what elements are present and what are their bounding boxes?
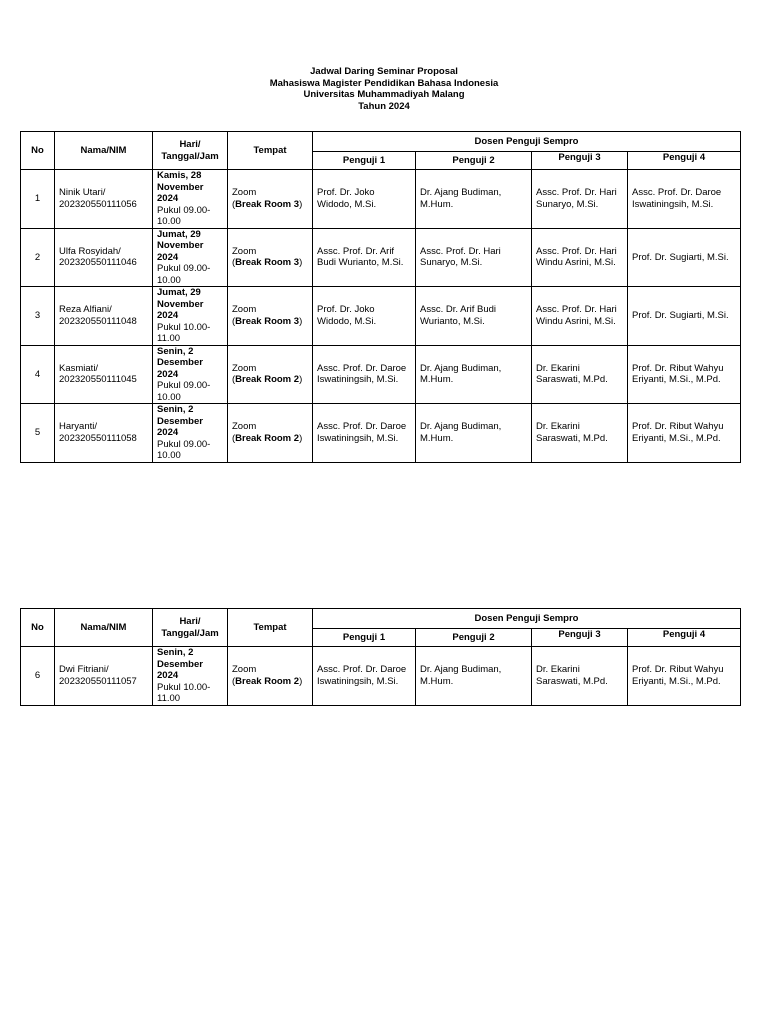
col-header-penguji-2: Penguji 2: [416, 152, 532, 170]
room-close: ): [299, 374, 303, 386]
cell-nama: [55, 404, 153, 463]
schedule-table-1: [20, 131, 741, 463]
date-text: Senin, 2 Desember 2024: [157, 647, 203, 681]
cell-hari: [153, 287, 228, 346]
cell-penguji-3: Dr. Ekarini Saraswati, M.Pd.: [532, 404, 628, 463]
col-header-hari: [153, 609, 228, 647]
cell-tempat: [228, 345, 313, 404]
col-header-penguji-1: Penguji 1: [313, 629, 416, 647]
cell-penguji-4: Prof. Dr. Ribut Wahyu Eriyanti, M.Si., M.Pd.: [628, 647, 741, 706]
place-name: Zoom: [232, 362, 257, 374]
cell-penguji-1: Prof. Dr. Joko Widodo, M.Si.: [313, 287, 416, 346]
room-open: (: [232, 315, 236, 327]
student-name: Reza Alfiani/: [59, 304, 112, 316]
time-text: Pukul 10.00-11.00: [157, 321, 211, 344]
schedule-table-2: [20, 608, 741, 706]
date-text: Jumat, 29 November 2024: [157, 228, 204, 263]
room-name: Break Room 3: [235, 257, 300, 269]
col-header-penguji-3: Penguji 3: [532, 629, 628, 647]
col-header-penguji-1: Penguji 1: [313, 152, 416, 170]
col-header-hari-line2: Tanggal/Jam: [161, 150, 219, 162]
student-name: Ninik Utari/: [59, 187, 106, 199]
room-close: ): [299, 257, 303, 269]
col-header-hari-line1: Hari/: [179, 616, 201, 627]
col-header-dosen: Dosen Penguji Sempro: [313, 609, 741, 629]
room-name: Break Room 2: [235, 675, 300, 687]
room-close: ): [299, 432, 303, 444]
student-name: Ulfa Rosyidah/: [59, 245, 121, 257]
cell-no: 4: [21, 345, 55, 404]
cell-penguji-2: Dr. Ajang Budiman, M.Hum.: [416, 170, 532, 229]
cell-penguji-2: Assc. Prof. Dr. Hari Sunaryo, M.Si.: [416, 228, 532, 287]
cell-penguji-1: Assc. Prof. Dr. Daroe Iswatiningsih, M.Si.: [313, 647, 416, 706]
student-name: Haryanti/: [59, 421, 98, 433]
student-nim: 202320550111045: [59, 374, 137, 386]
cell-penguji-2: Dr. Ajang Budiman, M.Hum.: [416, 404, 532, 463]
time-text: Pukul 10.00-11.00: [157, 681, 211, 704]
cell-penguji-1: Assc. Prof. Dr. Daroe Iswatiningsih, M.Si.: [313, 404, 416, 463]
place-name: Zoom: [232, 664, 257, 676]
date-text: Jumat, 29 November 2024: [157, 287, 204, 321]
room-name: Break Room 3: [235, 315, 300, 327]
place-name: Zoom: [232, 187, 257, 199]
cell-penguji-4: Prof. Dr. Ribut Wahyu Eriyanti, M.Si., M.Pd.: [628, 345, 741, 404]
room-close: ): [299, 315, 303, 327]
room-open: (: [232, 198, 236, 210]
cell-tempat: [228, 287, 313, 346]
col-header-hari-line1: Hari/: [179, 139, 201, 150]
place-name: Zoom: [232, 245, 257, 257]
cell-penguji-3: Assc. Prof. Dr. Hari Sunaryo, M.Si.: [532, 170, 628, 229]
student-name: Dwi Fitriani/: [59, 664, 109, 676]
cell-no: 5: [21, 404, 55, 463]
room-open: (: [232, 432, 236, 444]
title-line-3: Universitas Muhammadiyah Malang: [303, 89, 465, 100]
col-header-penguji-2: Penguji 2: [416, 629, 532, 647]
time-text: Pukul 09.00-10.00: [157, 204, 211, 227]
room-name: Break Room 2: [235, 432, 300, 444]
table-row: [21, 404, 741, 463]
col-header-penguji-4: Penguji 4: [628, 152, 741, 170]
cell-tempat: [228, 647, 313, 706]
room-close: ): [299, 198, 303, 210]
cell-penguji-4: Prof. Dr. Sugiarti, M.Si.: [628, 228, 741, 287]
date-text: Kamis, 28 November 2024: [157, 170, 204, 204]
cell-penguji-3: Dr. Ekarini Saraswati, M.Pd.: [532, 345, 628, 404]
room-close: ): [299, 675, 303, 687]
table-row: [21, 647, 741, 706]
cell-nama: [55, 228, 153, 287]
date-text: Senin, 2 Desember 2024: [157, 404, 203, 438]
student-nim: 202320550111057: [59, 675, 137, 687]
cell-penguji-4: Prof. Dr. Sugiarti, M.Si.: [628, 287, 741, 346]
time-text: Pukul 09.00-10.00: [157, 263, 211, 286]
cell-tempat: [228, 228, 313, 287]
table-row: [21, 287, 741, 346]
cell-nama: [55, 287, 153, 346]
cell-no: 6: [21, 647, 55, 706]
col-header-nama: Nama/NIM: [55, 132, 153, 170]
table-row: [21, 170, 741, 229]
cell-penguji-4: Assc. Prof. Dr. Daroe Iswatiningsih, M.Si.: [628, 170, 741, 229]
student-nim: 202320550111048: [59, 315, 137, 327]
cell-hari: [153, 404, 228, 463]
cell-no: 3: [21, 287, 55, 346]
col-header-hari: [153, 132, 228, 170]
room-open: (: [232, 257, 236, 269]
col-header-dosen: Dosen Penguji Sempro: [313, 132, 741, 152]
col-header-nama: Nama/NIM: [55, 609, 153, 647]
student-nim: 202320550111046: [59, 257, 137, 269]
cell-penguji-2: Dr. Ajang Budiman, M.Hum.: [416, 345, 532, 404]
time-text: Pukul 09.00-10.00: [157, 438, 211, 461]
col-header-penguji-3: Penguji 3: [532, 152, 628, 170]
col-header-no: No: [21, 132, 55, 170]
cell-penguji-3: Assc. Prof. Dr. Hari Windu Asrini, M.Si.: [532, 287, 628, 346]
document-title: [0, 66, 768, 112]
cell-penguji-3: Dr. Ekarini Saraswati, M.Pd.: [532, 647, 628, 706]
student-name: Kasmiati/: [59, 362, 99, 374]
cell-hari: [153, 647, 228, 706]
title-line-1: Jadwal Daring Seminar Proposal: [310, 66, 458, 77]
col-header-no: No: [21, 609, 55, 647]
cell-nama: [55, 170, 153, 229]
cell-hari: [153, 228, 228, 287]
cell-penguji-1: Prof. Dr. Joko Widodo, M.Si.: [313, 170, 416, 229]
title-line-4: Tahun 2024: [358, 100, 410, 112]
cell-tempat: [228, 170, 313, 229]
cell-penguji-3: Assc. Prof. Dr. Hari Windu Asrini, M.Si.: [532, 228, 628, 287]
col-header-penguji-4: Penguji 4: [628, 629, 741, 647]
room-name: Break Room 3: [235, 198, 300, 210]
cell-hari: [153, 170, 228, 229]
place-name: Zoom: [232, 304, 257, 316]
table-row: [21, 345, 741, 404]
cell-no: 2: [21, 228, 55, 287]
room-open: (: [232, 374, 236, 386]
room-open: (: [232, 675, 236, 687]
cell-tempat: [228, 404, 313, 463]
cell-penguji-1: Assc. Prof. Dr. Daroe Iswatiningsih, M.Si.: [313, 345, 416, 404]
student-nim: 202320550111056: [59, 198, 137, 210]
cell-nama: [55, 647, 153, 706]
room-name: Break Room 2: [235, 374, 300, 386]
col-header-tempat: Tempat: [228, 609, 313, 647]
cell-penguji-4: Prof. Dr. Ribut Wahyu Eriyanti, M.Si., M.Pd.: [628, 404, 741, 463]
time-text: Pukul 09.00-10.00: [157, 380, 211, 403]
cell-no: 1: [21, 170, 55, 229]
place-name: Zoom: [232, 421, 257, 433]
cell-penguji-1: Assc. Prof. Dr. Arif Budi Wurianto, M.Si.: [313, 228, 416, 287]
cell-hari: [153, 345, 228, 404]
table-row: [21, 228, 741, 287]
col-header-tempat: Tempat: [228, 132, 313, 170]
student-nim: 202320550111058: [59, 432, 137, 444]
title-line-2: Mahasiswa Magister Pendidikan Bahasa Indonesia: [269, 77, 499, 89]
cell-penguji-2: Dr. Ajang Budiman, M.Hum.: [416, 647, 532, 706]
date-text: Senin, 2 Desember 2024: [157, 345, 203, 380]
cell-nama: [55, 345, 153, 404]
cell-penguji-2: Assc. Dr. Arif Budi Wurianto, M.Si.: [416, 287, 532, 346]
col-header-hari-line2: Tanggal/Jam: [161, 627, 219, 639]
